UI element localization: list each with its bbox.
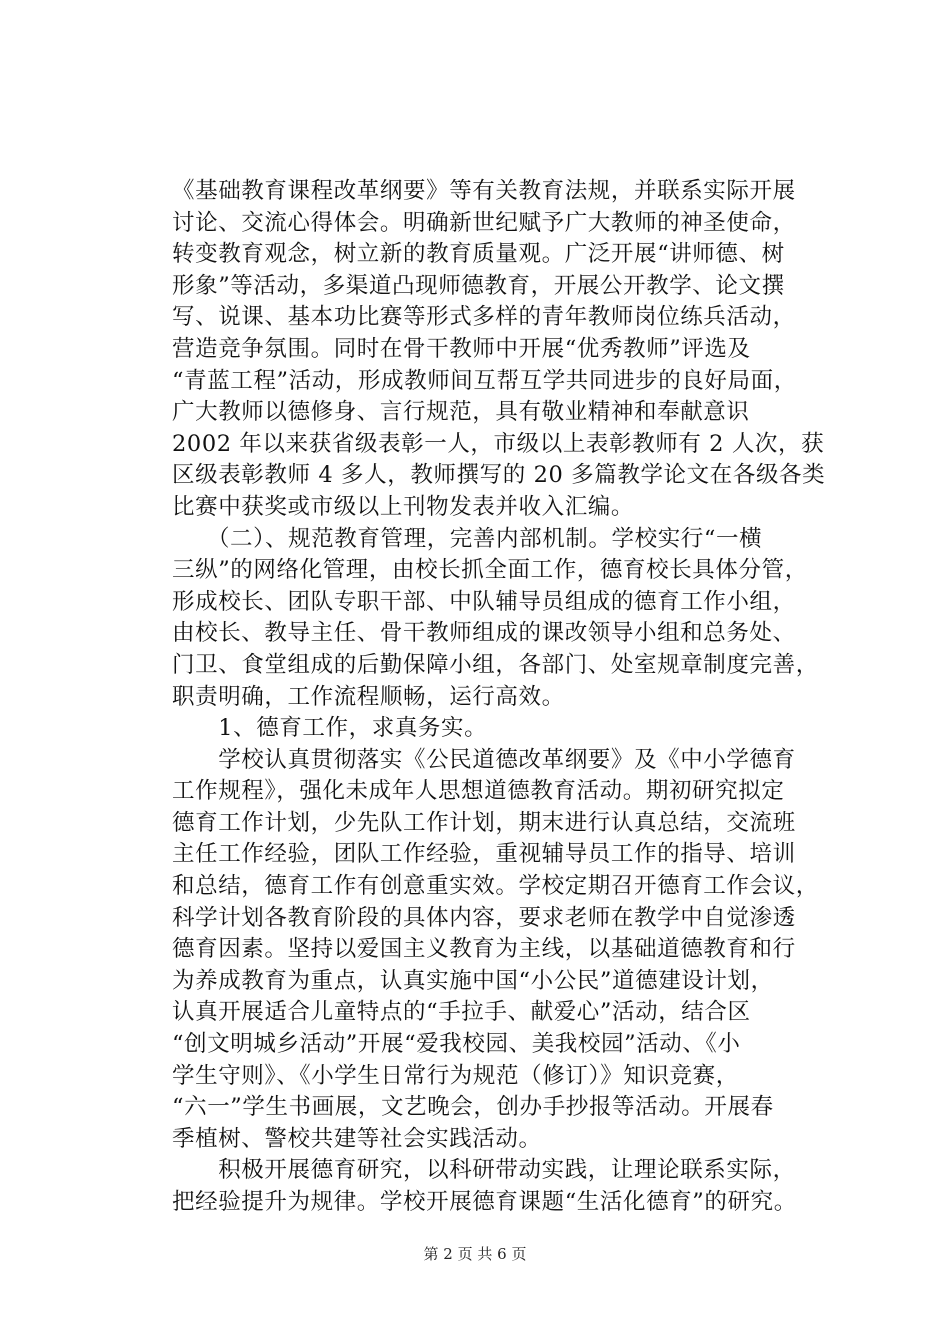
page-footer: 第 2 页 共 6 页 bbox=[423, 1245, 527, 1263]
text-line: 主任工作经验，团队工作经验，重视辅导员工作的指导、培训 bbox=[172, 841, 796, 868]
text-line: “创文明城乡活动”开展“爱我校园、美我校园”活动、《小 bbox=[172, 1031, 741, 1058]
body-text bbox=[172, 176, 862, 1219]
text-line: “青蓝工程”活动，形成教师间互帮互学共同进步的良好局面， bbox=[172, 367, 797, 394]
text-line: 德育因素。坚持以爱国主义教育为主线，以基础道德教育和行 bbox=[172, 936, 796, 963]
text-line: 广大教师以德修身、言行规范，具有敬业精神和奉献意识 bbox=[172, 399, 750, 426]
text-line: 形象”等活动，多渠道凸现师德教育，开展公开教学、论文撰 bbox=[172, 272, 785, 299]
text-line: 1、德育工作，求真务实。 bbox=[172, 715, 488, 742]
text-line: 门卫、食堂组成的后勤保障小组，各部门、处室规章制度完善， bbox=[172, 651, 819, 678]
text-line: 2002 年以来获省级表彰一人，市级以上表彰教师有 2 人次，获 bbox=[172, 430, 825, 457]
text-line: 季植树、警校共建等社会实践活动。 bbox=[172, 1125, 542, 1152]
text-line: 把经验提升为规律。学校开展德育课题“生活化德育”的研究。 bbox=[172, 1189, 797, 1215]
text-line: 由校长、教导主任、骨干教师组成的课改领导小组和总务处、 bbox=[172, 620, 796, 647]
text-line: 工作规程》，强化未成年人思想道德教育活动。期初研究拟定 bbox=[172, 778, 785, 805]
text-line: 《基础教育课程改革纲要》等有关教育法规，并联系实际开展 bbox=[172, 178, 796, 204]
text-line: 德育工作计划，少先队工作计划，期末进行认真总结，交流班 bbox=[172, 809, 796, 836]
text-line: “六一”学生书画展，文艺晚会，创办手抄报等活动。开展春 bbox=[172, 1094, 774, 1121]
text-line: 写、说课、基本功比赛等形式多样的青年教师岗位练兵活动， bbox=[172, 304, 796, 331]
text-line: 转变教育观念，树立新的教育质量观。广泛开展“讲师德、树 bbox=[172, 241, 785, 268]
text-line: 积极开展德育研究，以科研带动实践，让理论联系实际， bbox=[172, 1157, 796, 1184]
text-line: 三纵”的网络化管理，由校长抓全面工作，德育校长具体分管， bbox=[172, 557, 808, 584]
text-line: 营造竞争氛围。同时在骨干教师中开展“优秀教师”评选及 bbox=[172, 335, 751, 362]
text-line: 科学计划各教育阶段的具体内容，要求老师在教学中自觉渗透 bbox=[172, 904, 796, 931]
text-line: 认真开展适合儿童特点的“手拉手、献爱心”活动，结合区 bbox=[172, 999, 751, 1026]
text-line: 和总结，德育工作有创意重实效。学校定期召开德育工作会议， bbox=[172, 873, 819, 900]
text-line: 讨论、交流心得体会。明确新世纪赋予广大教师的神圣使命， bbox=[172, 209, 796, 236]
text-line: 学生守则》、《小学生日常行为规范（修订）》知识竞赛， bbox=[172, 1062, 739, 1089]
text-line: 学校认真贯彻落实《公民道德改革纲要》及《中小学德育 bbox=[172, 746, 796, 773]
text-line: （二）、规范教育管理，完善内部机制。学校实行“一横 bbox=[172, 525, 763, 552]
text-line: 区级表彰教师 4 多人，教师撰写的 20 多篇教学论文在各级各类 bbox=[172, 462, 826, 489]
text-line: 形成校长、团队专职干部、中队辅导员组成的德育工作小组， bbox=[172, 588, 796, 615]
text-line: 职责明确，工作流程顺畅，运行高效。 bbox=[172, 683, 565, 710]
text-line: 为养成教育为重点，认真实施中国“小公民”道德建设计划， bbox=[172, 967, 774, 994]
text-line: 比赛中获奖或市级以上刊物发表并收入汇编。 bbox=[172, 493, 635, 520]
